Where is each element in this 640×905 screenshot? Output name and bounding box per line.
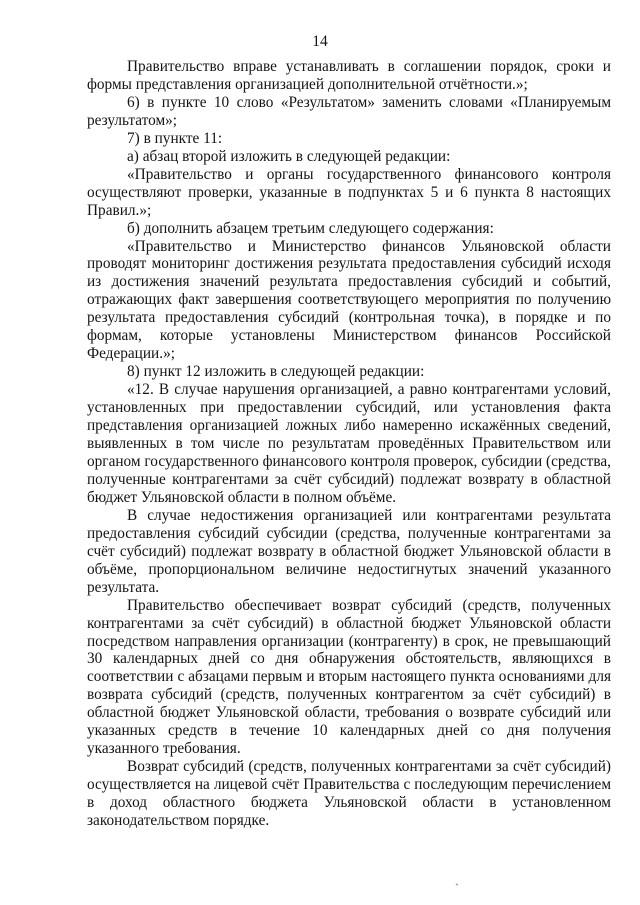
paragraph: «Правительство и Министерство финансов Ульяновской области проводят мониторинг достижения результата предоставления субсидий исходя из достижения значений результата предоставления субсидий и событий, отражающих факт завершения соответствующего мероприятия по получению результата предоставления субсидий (контрольная точка), в порядке и по формам, которые установлены Министерством финансов Российской Федерации.»; [87, 237, 611, 363]
paragraph: 8) пункт 12 изложить в следующей редакции: [127, 363, 425, 381]
paragraph: Правительство обеспечивает возврат субсидий (средств, полученных контрагентами за счёт субсидий) в областной бюджет Ульяновской области посредством направления организации (контрагенту) в срок, не превышающий 30 календарных дней со дня обнаружения обстоятельств, являющихся в соответствии с абзацами первым и вторым настоящего пункта основаниями для возврата субсидий (средств, полученных контрагентом за счёт субсидий) в областной бюджет Ульяновской области, требования о возврате субсидий или указанных средств в течение 10 календарных дней со дня получения указанного требования. [87, 596, 611, 758]
paragraph: «Правительство и органы государственного финансового контроля осуществляют проверки, указанные в подпунктах 5 и 6 пункта 8 настоящих Правил.»; [87, 165, 611, 219]
paragraph: б) дополнить абзацем третьим следующего содержания: [127, 219, 494, 237]
paragraph: 7) в пункте 11: [127, 129, 223, 147]
scan-mark: ˎ [455, 872, 459, 886]
page-number: 14 [312, 33, 328, 50]
paragraph: В случае недостижения организацией или контрагентами результата предоставления субсидий субсидии (средства, полученные контрагентами за счёт субсидий) подлежат возврату в областной бюджет Ульяновской области в объёме, пропорциональном величине недостигнутых значений указанного результата. [87, 506, 611, 596]
paragraph: «12. В случае нарушения организацией, а равно контрагентами условий, установленных при предоставлении субсидий, или установления факта представления организацией ложных либо намеренно искажённых сведений, выявленных в том числе по результатам проведённых Правительством или органом государственного финансового контроля проверок, субсидии (средства, полученные контрагентами за счёт субсидий) подлежат возврату в областной бюджет Ульяновской области в полном объёме. [87, 381, 611, 506]
paragraph: Правительство вправе устанавливать в соглашении порядок, сроки и формы представления организацией дополнительной отчётности.»; [87, 58, 611, 93]
paragraph: Возврат субсидий (средств, полученных контрагентами за счёт субсидий) осуществляется на лицевой счёт Правительства с последующим перечислением в доход областного бюджета Ульяновской области в установленном законодательством порядке. [87, 758, 611, 830]
document-body [87, 58, 611, 830]
paragraph: 6) в пункте 10 слово «Результатом» заменить словами «Планируемым результатом»; [87, 93, 611, 129]
paragraph: а) абзац второй изложить в следующей редакции: [127, 147, 451, 165]
